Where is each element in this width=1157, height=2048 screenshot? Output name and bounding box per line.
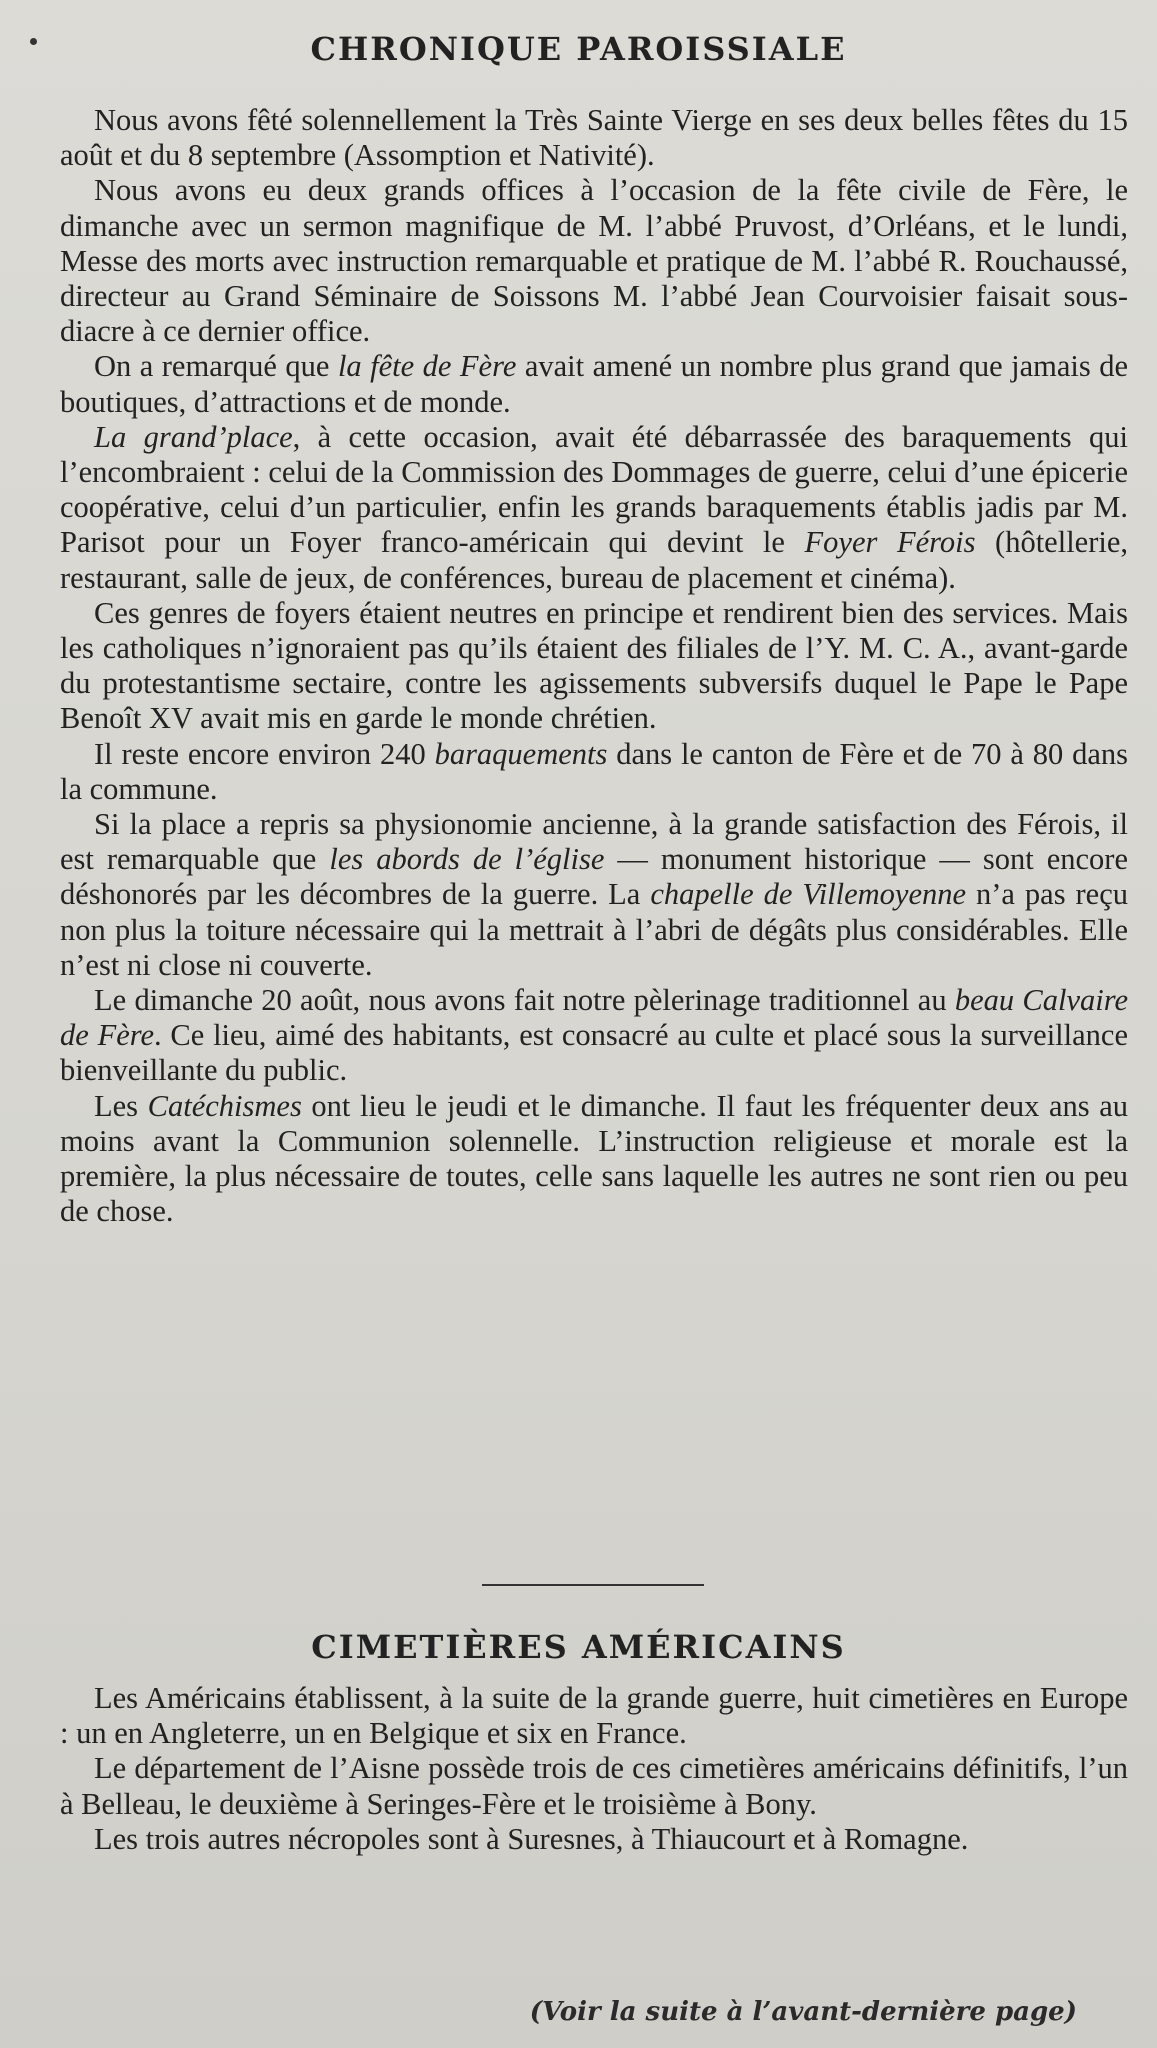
text-run: On a remarqué que: [94, 349, 338, 384]
text-run: Les Américains établissent, à la suite de la grande guerre, huit cimetières en Europe : un en Angleterre, un en Belgique et six en France.: [60, 1681, 1128, 1751]
text-run: . Ce lieu, aimé des habitants, est consacré au culte et placé sous la surveillance bienveillante du public.: [60, 1018, 1128, 1088]
paragraph: [60, 737, 1128, 807]
paragraph: [60, 103, 1128, 173]
paragraph: [60, 983, 1128, 1089]
paragraph: [60, 1089, 1128, 1230]
text-run: Si la place a repris sa physionomie ancienne, à la grande satisfaction des Férois, il est remarquable que: [60, 807, 1128, 877]
text-run: avait amené un nombre plus grand que jamais de boutiques, d’attractions et de monde.: [60, 349, 1128, 419]
text-run: Les: [94, 1088, 148, 1123]
section-title-cimetieres: CIMETIÈRES AMÉRICAINS: [311, 1628, 846, 1666]
text-run: n’a pas reçu non plus la toiture nécessaire qui la mettrait à l’abri de dégâts plus considérables. Elle n’est ni close ni couverte.: [60, 877, 1129, 982]
italic-phrase: chapelle de Villemoyenne: [650, 877, 967, 912]
text-run: Le département de l’Aisne possède trois de ces cimetières américains définitifs, l’un à Belleau, le deuxième à Seringes-Fère et le troisième à Bony.: [60, 1751, 1128, 1821]
italic-phrase: la fête de Fère: [337, 349, 517, 384]
section-divider: [482, 1584, 704, 1586]
italic-phrase: beau Calvaire de Fère: [60, 983, 1129, 1053]
text-run: (hôtellerie, restaurant, salle de jeux, de conférences, bureau de placement et cinéma).: [60, 525, 1128, 595]
text-run: Les trois autres nécropoles sont à Suresnes, à Thiaucourt et à Romagne.: [94, 1821, 969, 1856]
text-run: ont lieu le jeudi et le dimanche. Il faut les fréquenter deux ans au moins avant la Communion solennelle. L’instruction religieuse et morale est la première, la plus nécessaire de toutes, celle sans laquelle les autres ne sont rien ou peu de chose.: [60, 1088, 1128, 1229]
paragraph: [60, 173, 1128, 349]
text-run: — monument historique — sont encore déshonorés par les décombres de la guerre. La: [60, 842, 1128, 912]
paragraph: [60, 1681, 1128, 1751]
section-body-cimetieres: [60, 1681, 1128, 1857]
paragraph: [60, 807, 1128, 983]
italic-phrase: Catéchismes: [147, 1088, 302, 1123]
text-run: Nous avons eu deux grands offices à l’occasion de la fête civile de Fère, le dimanche avec un sermon magnifique de M. l’abbé Pruvost, d’Orléans, et le lundi, Messe des morts avec instruction remarquable et pratique de M. l’abbé R. Rouchaussé, directeur au Grand Séminaire de Soissons M. l’abbé Jean Courvoisier faisait sous-diacre à ce dernier office.: [60, 173, 1128, 349]
section-title-chronique: CHRONIQUE PAROISSIALE: [310, 30, 847, 68]
italic-phrase: La grand’place: [94, 419, 293, 454]
text-run: Nous avons fêté solennellement la Très Sainte Vierge en ses deux belles fêtes du 15 août et du 8 septembre (Assomption et Nativité).: [60, 103, 1128, 173]
section-body-chronique: [60, 103, 1128, 1230]
paragraph: [60, 1822, 1128, 1857]
italic-phrase: Foyer Férois: [804, 525, 976, 560]
paragraph: [60, 420, 1128, 596]
paragraph: [60, 349, 1128, 419]
paragraph: [60, 1751, 1128, 1821]
paragraph: [60, 596, 1128, 737]
text-run: dans le canton de Fère et de 70 à 80 dans la commune.: [60, 736, 1128, 806]
italic-phrase: baraquements: [434, 736, 608, 771]
text-run: Le dimanche 20 août, nous avons fait notre pèlerinage traditionnel au: [94, 983, 955, 1018]
text-run: Il reste encore environ 240: [94, 736, 435, 771]
text-run: Ces genres de foyers étaient neutres en principe et rendirent bien des services. Mais les catholiques n’ignoraient pas qu’ils étaient des filiales de l’Y. M. C. A., avant-garde du protestantisme sectaire, contre les agissements subversifs duquel le Pape le Pape Benoît XV avait mis en garde le monde chrétien.: [60, 595, 1128, 736]
text-run: , à cette occasion, avait été débarrassée des baraquements qui l’encombraient : celui de la Commission des Dommages de guerre, celui d’une épicerie coopérative, celui d’un particulier, enfin les grands baraquements établis jadis par M. Parisot pour un Foyer franco-américain qui devint le: [60, 419, 1128, 560]
italic-phrase: les abords de l’église: [329, 842, 605, 877]
continuation-note: (Voir la suite à l’avant-dernière page): [529, 1997, 1077, 2027]
